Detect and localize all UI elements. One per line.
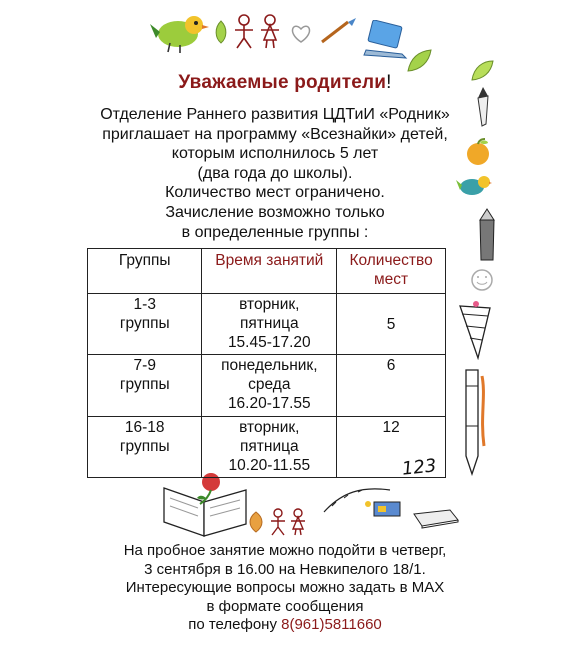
- cell-line: 10.20-11.55: [228, 457, 311, 474]
- cell-count: 6: [337, 355, 446, 417]
- stick-figure-icon: [258, 14, 282, 50]
- sun-icon: [466, 264, 498, 296]
- footer-line: Интересующие вопросы можно задать в MAX: [125, 579, 445, 597]
- cell-line: группы: [119, 315, 170, 332]
- gift-cone-icon: [452, 300, 496, 360]
- table-header-row: [88, 249, 446, 294]
- cell-groups: [88, 417, 202, 478]
- cell-time: [202, 355, 337, 417]
- header-count: Количество мест: [337, 249, 446, 294]
- stick-figure-icon: [288, 508, 308, 536]
- leaf-icon: [213, 20, 229, 44]
- title-text: Уважаемые родители: [178, 72, 387, 93]
- cell-line: группы: [119, 438, 170, 455]
- intro-line: приглашает на программу «Всезнайки» детей,: [102, 125, 448, 143]
- leaf-icon: [405, 48, 433, 74]
- pencil-icon: [456, 366, 486, 476]
- cell-time: [202, 294, 337, 355]
- phone-prefix: по телефону: [188, 616, 282, 634]
- table-row: [88, 417, 446, 478]
- footer-line: На пробное занятие можно подойти в четверг,: [123, 542, 447, 559]
- heart-icon: [290, 24, 312, 44]
- eraser-icon: [410, 506, 462, 530]
- doodle-numbers: 123: [400, 455, 438, 480]
- cell-time: [202, 417, 337, 478]
- cell-groups: [88, 294, 202, 355]
- paint-brush-icon: [370, 496, 406, 524]
- footer-line: 3 сентября в 16.00 на Невкипелого 18/1.: [144, 560, 426, 578]
- intro-line: которым исполнилось 5 лет: [171, 145, 379, 163]
- page-title: [0, 72, 570, 94]
- cell-count: 12: [337, 417, 446, 478]
- footer-text: [80, 542, 490, 635]
- intro-line: Отделение Раннего развития ЦДТиИ «Родник»: [100, 106, 450, 123]
- cell-line: группы: [119, 376, 170, 393]
- header-time: Время занятий: [202, 249, 337, 294]
- paint-brush-icon: [318, 16, 358, 46]
- leaf-icon: [244, 510, 268, 534]
- cell-line: понедельник,: [221, 357, 318, 374]
- footer-phone-line: [80, 616, 490, 635]
- cell-groups: [88, 355, 202, 417]
- intro-line: Количество мест ограничено.: [165, 184, 385, 202]
- cell-line: среда: [248, 376, 291, 393]
- cell-line: 1-3: [133, 296, 156, 313]
- cell-line: пятница: [240, 315, 299, 332]
- intro-line: (два года до школы).: [197, 164, 353, 182]
- stick-figure-icon: [232, 14, 256, 50]
- table-row: [88, 355, 446, 417]
- cell-line: пятница: [240, 438, 299, 455]
- intro-line: Зачисление возможно только: [165, 203, 385, 221]
- schedule-table: [87, 248, 446, 478]
- cell-line: вторник,: [239, 419, 300, 436]
- stick-figure-icon: [268, 508, 288, 536]
- phone-number: 8(961)5811660: [281, 616, 382, 634]
- cell-line: 16.20-17.55: [227, 395, 311, 412]
- bird-icon: [148, 10, 210, 54]
- cell-line: 7-9: [133, 357, 156, 374]
- header-groups: Группы: [88, 249, 202, 294]
- footer-line: в формате сообщения: [206, 597, 364, 615]
- cell-line: вторник,: [239, 296, 300, 313]
- cell-line: 16-18: [124, 419, 165, 436]
- cell-line: 15.45-17.20: [227, 334, 311, 351]
- cell-count: 5: [337, 294, 446, 355]
- table-row: [88, 294, 446, 355]
- intro-text: [60, 105, 490, 242]
- title-mark: !: [386, 72, 392, 93]
- intro-line: в определенные группы :: [181, 223, 369, 241]
